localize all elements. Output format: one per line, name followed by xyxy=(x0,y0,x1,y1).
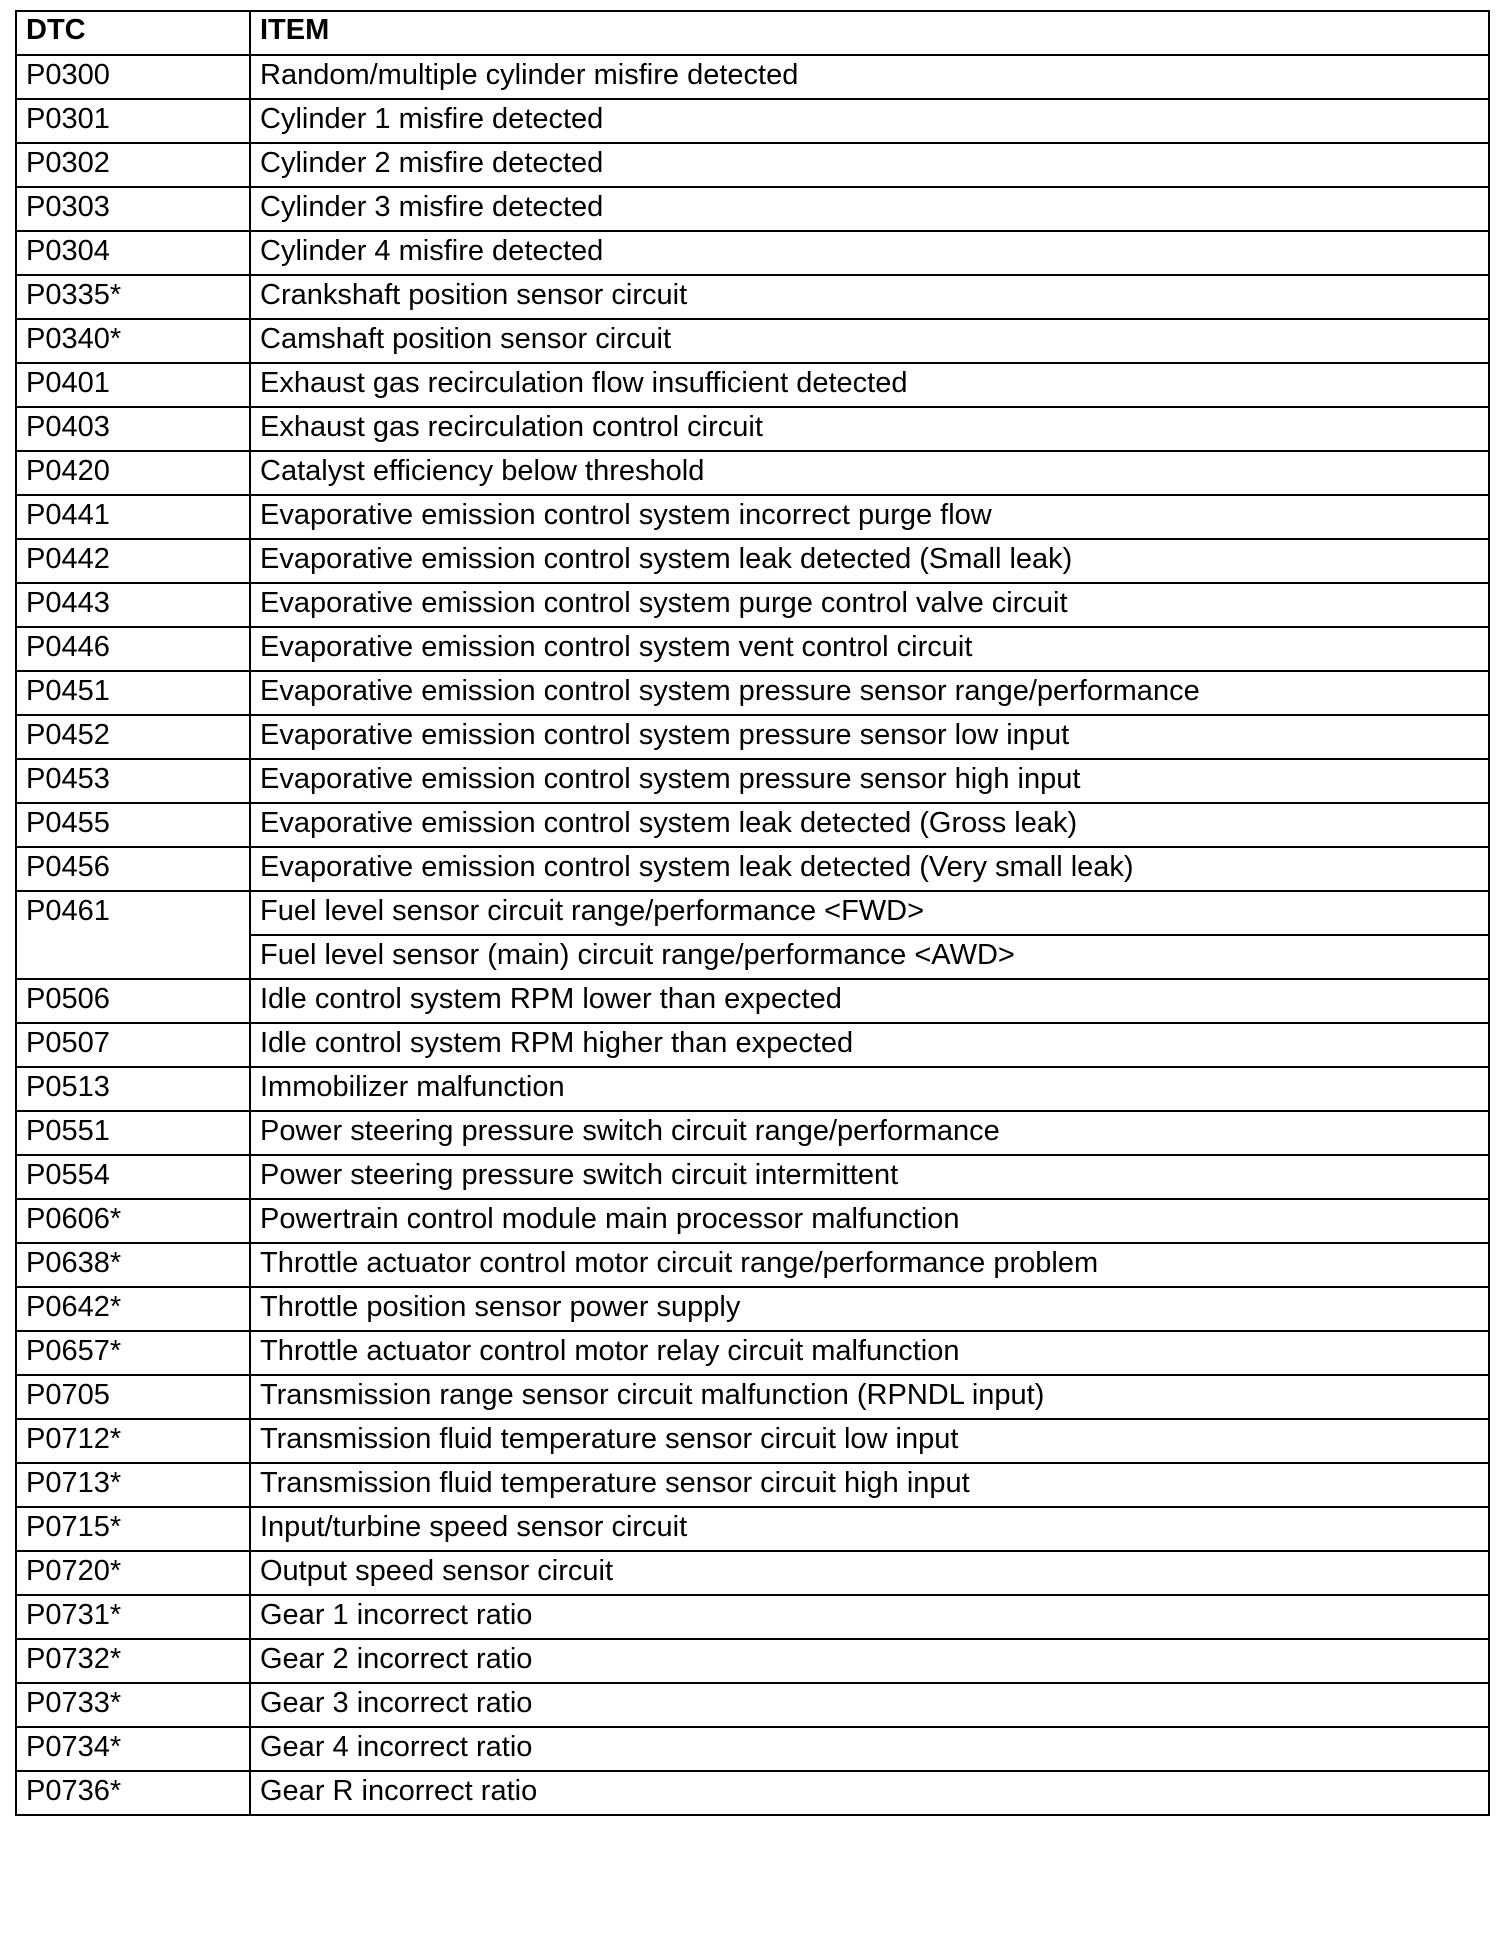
dtc-code-cell: P0453 xyxy=(16,759,250,803)
table-row xyxy=(16,1243,1489,1287)
dtc-code-cell: P0443 xyxy=(16,583,250,627)
table-row xyxy=(16,187,1489,231)
dtc-code-cell: P0736* xyxy=(16,1771,250,1815)
item-description-cell: Output speed sensor circuit xyxy=(250,1551,1489,1595)
item-description-cell: Throttle position sensor power supply xyxy=(250,1287,1489,1331)
dtc-code-cell: P0452 xyxy=(16,715,250,759)
table-row xyxy=(16,759,1489,803)
dtc-code-cell: P0554 xyxy=(16,1155,250,1199)
dtc-code-cell: P0301 xyxy=(16,99,250,143)
header-row xyxy=(16,11,1489,55)
item-description-cell: Transmission fluid temperature sensor circuit low input xyxy=(250,1419,1489,1463)
item-description-cell: Gear R incorrect ratio xyxy=(250,1771,1489,1815)
dtc-code-cell: P0446 xyxy=(16,627,250,671)
table-row xyxy=(16,1771,1489,1815)
dtc-code-cell: P0302 xyxy=(16,143,250,187)
dtc-code-cell: P0713* xyxy=(16,1463,250,1507)
table-row xyxy=(16,539,1489,583)
table-row xyxy=(16,715,1489,759)
dtc-code-cell: P0401 xyxy=(16,363,250,407)
dtc-code-cell: P0642* xyxy=(16,1287,250,1331)
item-description-cell: Idle control system RPM lower than expected xyxy=(250,979,1489,1023)
table-row xyxy=(16,1111,1489,1155)
table-row xyxy=(16,1551,1489,1595)
dtc-code-cell: P0731* xyxy=(16,1595,250,1639)
dtc-code-cell: P0734* xyxy=(16,1727,250,1771)
dtc-code-cell: P0606* xyxy=(16,1199,250,1243)
item-description-cell: Power steering pressure switch circuit range/performance xyxy=(250,1111,1489,1155)
item-description-cell: Evaporative emission control system purge control valve circuit xyxy=(250,583,1489,627)
item-description-cell: Evaporative emission control system leak detected (Gross leak) xyxy=(250,803,1489,847)
dtc-column-header: DTC xyxy=(16,11,250,55)
table-row xyxy=(16,1595,1489,1639)
table-row xyxy=(16,275,1489,319)
dtc-code-cell: P0715* xyxy=(16,1507,250,1551)
dtc-code-cell: P0455 xyxy=(16,803,250,847)
dtc-code-cell: P0451 xyxy=(16,671,250,715)
item-description-cell: Exhaust gas recirculation control circuit xyxy=(250,407,1489,451)
item-description-cell: Evaporative emission control system pressure sensor high input xyxy=(250,759,1489,803)
item-description-cell: Cylinder 3 misfire detected xyxy=(250,187,1489,231)
table-row xyxy=(16,847,1489,891)
table-row xyxy=(16,1287,1489,1331)
item-description-cell: Fuel level sensor circuit range/performance <FWD> xyxy=(250,891,1489,935)
table-row xyxy=(16,1683,1489,1727)
table-row xyxy=(16,143,1489,187)
item-description-cell: Gear 2 incorrect ratio xyxy=(250,1639,1489,1683)
item-description-cell: Catalyst efficiency below threshold xyxy=(250,451,1489,495)
dtc-code-cell: P0420 xyxy=(16,451,250,495)
dtc-table xyxy=(15,10,1490,1816)
table-row xyxy=(16,1639,1489,1683)
table-row xyxy=(16,671,1489,715)
item-description-cell: Gear 4 incorrect ratio xyxy=(250,1727,1489,1771)
item-description-cell: Random/multiple cylinder misfire detected xyxy=(250,55,1489,99)
item-description-cell: Camshaft position sensor circuit xyxy=(250,319,1489,363)
dtc-code-cell: P0442 xyxy=(16,539,250,583)
item-description-cell: Transmission range sensor circuit malfunction (RPNDL input) xyxy=(250,1375,1489,1419)
table-row xyxy=(16,1727,1489,1771)
table-row xyxy=(16,1507,1489,1551)
table-row xyxy=(16,407,1489,451)
table-row xyxy=(16,1463,1489,1507)
table-row xyxy=(16,495,1489,539)
table-row xyxy=(16,99,1489,143)
dtc-code-cell: P0638* xyxy=(16,1243,250,1287)
dtc-code-cell: P0335* xyxy=(16,275,250,319)
item-description-cell: Exhaust gas recirculation flow insufficient detected xyxy=(250,363,1489,407)
table-row xyxy=(16,1375,1489,1419)
table-row xyxy=(16,363,1489,407)
table-row xyxy=(16,891,1489,935)
dtc-code-cell: P0340* xyxy=(16,319,250,363)
item-description-cell: Evaporative emission control system incorrect purge flow xyxy=(250,495,1489,539)
dtc-code-cell: P0733* xyxy=(16,1683,250,1727)
item-description-cell: Cylinder 1 misfire detected xyxy=(250,99,1489,143)
dtc-code-cell: P0403 xyxy=(16,407,250,451)
item-column-header: ITEM xyxy=(250,11,1489,55)
dtc-code-cell: P0513 xyxy=(16,1067,250,1111)
item-description-cell: Evaporative emission control system vent control circuit xyxy=(250,627,1489,671)
dtc-code-cell: P0303 xyxy=(16,187,250,231)
dtc-code-cell: P0657* xyxy=(16,1331,250,1375)
table-row xyxy=(16,451,1489,495)
table-row xyxy=(16,1199,1489,1243)
dtc-code-cell: P0507 xyxy=(16,1023,250,1067)
item-description-cell: Input/turbine speed sensor circuit xyxy=(250,1507,1489,1551)
table-row xyxy=(16,1419,1489,1463)
item-description-cell: Powertrain control module main processor malfunction xyxy=(250,1199,1489,1243)
table-row xyxy=(16,1155,1489,1199)
table-row xyxy=(16,55,1489,99)
dtc-code-cell: P0712* xyxy=(16,1419,250,1463)
item-description-cell: Cylinder 2 misfire detected xyxy=(250,143,1489,187)
table-row xyxy=(16,231,1489,275)
table-row xyxy=(16,1067,1489,1111)
item-description-cell: Transmission fluid temperature sensor circuit high input xyxy=(250,1463,1489,1507)
table-row xyxy=(16,979,1489,1023)
item-description-cell: Crankshaft position sensor circuit xyxy=(250,275,1489,319)
dtc-code-cell: P0720* xyxy=(16,1551,250,1595)
item-description-cell: Fuel level sensor (main) circuit range/performance <AWD> xyxy=(250,935,1489,979)
dtc-code-cell: P0732* xyxy=(16,1639,250,1683)
dtc-code-cell: P0441 xyxy=(16,495,250,539)
item-description-cell: Evaporative emission control system leak detected (Small leak) xyxy=(250,539,1489,583)
table-row xyxy=(16,583,1489,627)
item-description-cell: Gear 3 incorrect ratio xyxy=(250,1683,1489,1727)
item-description-cell: Power steering pressure switch circuit intermittent xyxy=(250,1155,1489,1199)
item-description-cell: Throttle actuator control motor relay circuit malfunction xyxy=(250,1331,1489,1375)
item-description-cell: Evaporative emission control system pressure sensor low input xyxy=(250,715,1489,759)
table-row xyxy=(16,1023,1489,1067)
item-description-cell: Gear 1 incorrect ratio xyxy=(250,1595,1489,1639)
item-description-cell: Evaporative emission control system pressure sensor range/performance xyxy=(250,671,1489,715)
dtc-code-cell: P0506 xyxy=(16,979,250,1023)
dtc-code-cell: P0551 xyxy=(16,1111,250,1155)
item-description-cell: Cylinder 4 misfire detected xyxy=(250,231,1489,275)
dtc-code-cell: P0304 xyxy=(16,231,250,275)
table-row xyxy=(16,319,1489,363)
dtc-code-cell: P0456 xyxy=(16,847,250,891)
table-row xyxy=(16,803,1489,847)
dtc-code-cell: P0705 xyxy=(16,1375,250,1419)
table-row xyxy=(16,627,1489,671)
item-description-cell: Idle control system RPM higher than expected xyxy=(250,1023,1489,1067)
dtc-code-cell: P0461 xyxy=(16,891,250,979)
item-description-cell: Throttle actuator control motor circuit range/performance problem xyxy=(250,1243,1489,1287)
dtc-code-cell: P0300 xyxy=(16,55,250,99)
table-row xyxy=(16,1331,1489,1375)
item-description-cell: Immobilizer malfunction xyxy=(250,1067,1489,1111)
item-description-cell: Evaporative emission control system leak detected (Very small leak) xyxy=(250,847,1489,891)
table-body xyxy=(16,55,1489,1815)
